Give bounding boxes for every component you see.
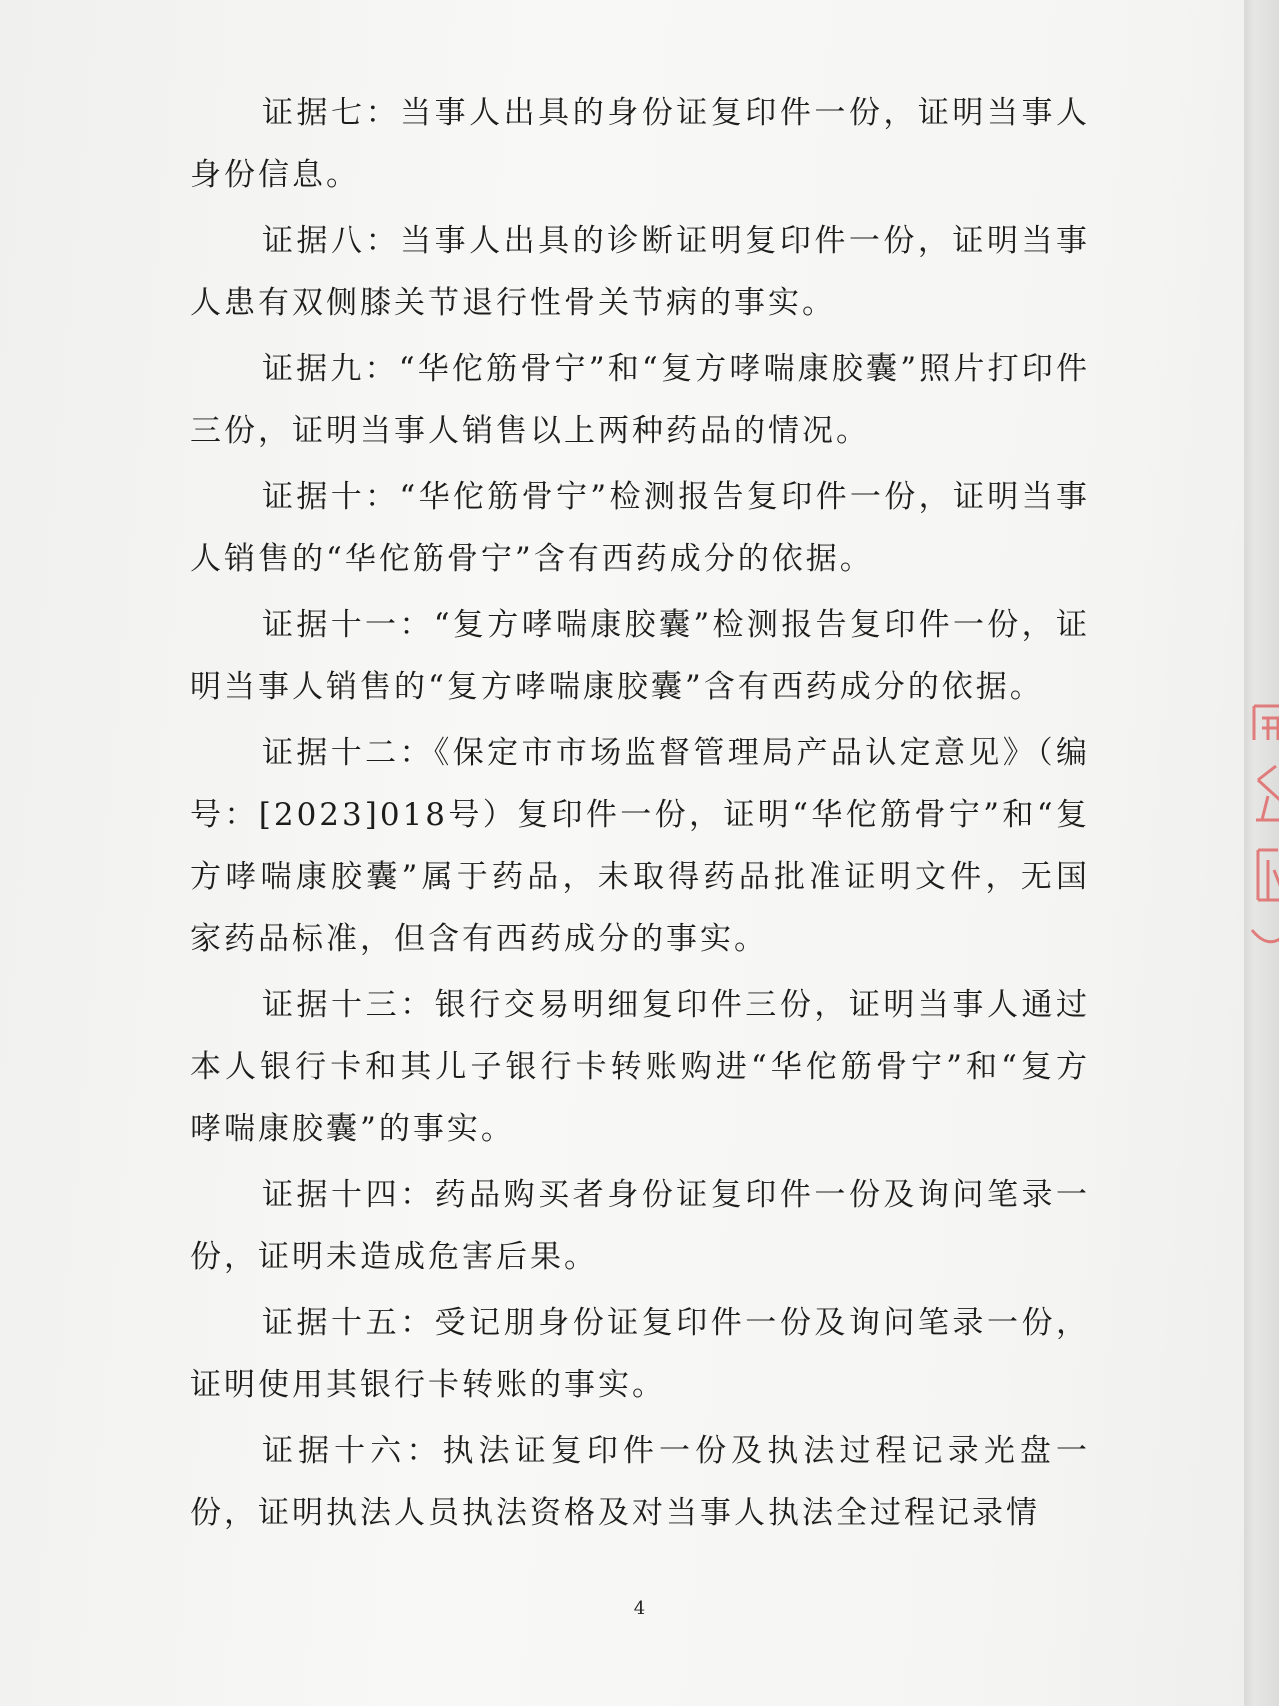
paragraph-evidence-16: 证据十六：执法证复印件一份及执法过程记录光盘一份，证明执法人员执法资格及对当事人执法全过程记录情 [190,1433,1090,1531]
paragraph-evidence-12: 证据十二：《保定市市场监督管理局产品认定意见》（编号：[2023]018号）复印件一份，证明“华佗筋骨宁”和“复方哮喘康胶囊”属于药品，未取得药品批准证明文件，无国家药品标准，但含有西药成分的事实。 [190,735,1090,957]
red-seal-stamp [1248,700,1279,960]
paragraph-evidence-9: 证据九：“华佗筋骨宁”和“复方哮喘康胶囊”照片打印件三份，证明当事人销售以上两种药品的情况。 [190,351,1090,449]
document-body [190,82,1090,1548]
page-number: 4 [633,1598,646,1619]
paragraph-evidence-8: 证据八：当事人出具的诊断证明复印件一份，证明当事人患有双侧膝关节退行性骨关节病的事实。 [190,223,1090,321]
paragraph-evidence-7: 证据七：当事人出具的身份证复印件一份，证明当事人身份信息。 [190,95,1090,193]
paragraph-evidence-10: 证据十：“华佗筋骨宁”检测报告复印件一份，证明当事人销售的“华佗筋骨宁”含有西药成分的依据。 [190,479,1090,577]
paragraph-evidence-15: 证据十五：受记朋身份证复印件一份及询问笔录一份，证明使用其银行卡转账的事实。 [190,1305,1090,1403]
paragraph-evidence-11: 证据十一：“复方哮喘康胶囊”检测报告复印件一份，证明当事人销售的“复方哮喘康胶囊”含有西药成分的依据。 [190,607,1090,705]
paragraph-evidence-14: 证据十四：药品购买者身份证复印件一份及询问笔录一份，证明未造成危害后果。 [190,1177,1090,1275]
paragraph-evidence-13: 证据十三：银行交易明细复印件三份，证明当事人通过本人银行卡和其儿子银行卡转账购进“华佗筋骨宁”和“复方哮喘康胶囊”的事实。 [190,987,1090,1147]
